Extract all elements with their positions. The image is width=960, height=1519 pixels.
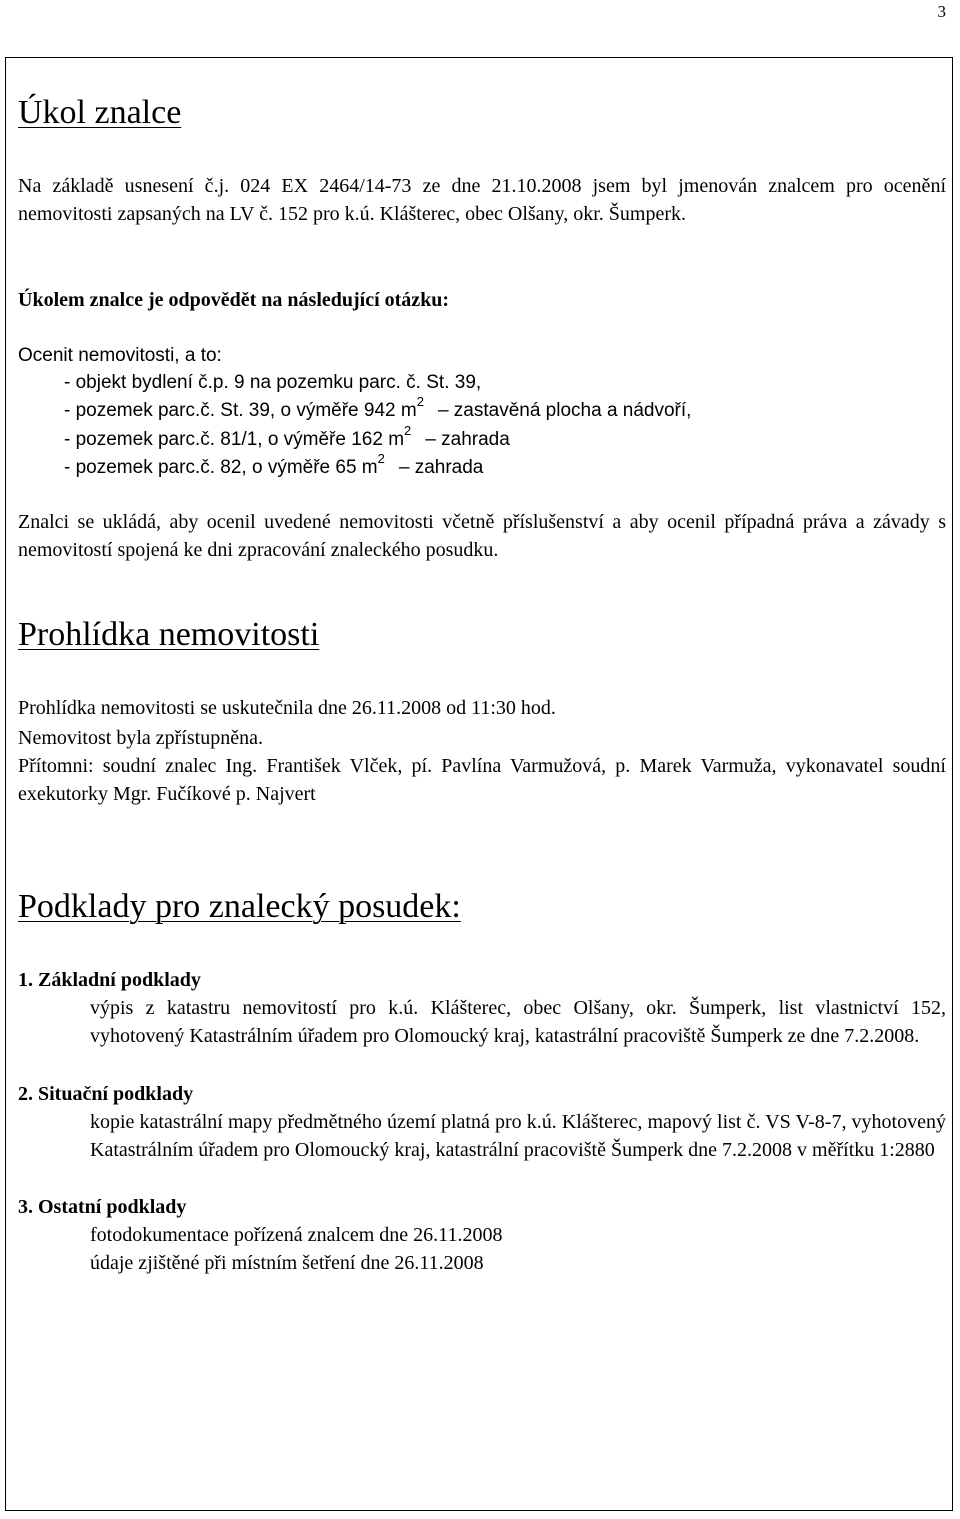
sources-section-title: 3. Ostatní podklady: [18, 1196, 187, 1218]
sources-heading: Podklady pro znalecký posudek:: [18, 888, 461, 925]
task-question: Úkolem znalce je odpovědět na následující otázku:: [18, 289, 450, 311]
list-item: [64, 450, 484, 479]
task-value-label: Ocenit nemovitosti, a to:: [18, 345, 222, 366]
sources-section-text: výpis z katastru nemovitostí pro k.ú. Klášterec, obec Olšany, okr. Šumperk, list vlastnictví 152, vyhotovený Katastrálním úřadem pro Olomoucký kraj, katastrální pracoviště Šumperk ze dne 7.2.2008.: [90, 997, 946, 1047]
list-item-text: - pozemek parc.č. 81/1, o výměře 162 m: [64, 429, 405, 450]
page-number: 3: [937, 2, 946, 21]
list-item: [64, 393, 692, 422]
list-item-text: - pozemek parc.č. 82, o výměře 65 m: [64, 457, 378, 478]
superscript: 2: [416, 393, 424, 409]
inspection-date: Prohlídka nemovitosti se uskutečnila dne 26.11.2008 od 11:30 hod.: [18, 697, 556, 719]
sources-section-title: 2. Situační podklady: [18, 1083, 194, 1105]
list-item: - objekt bydlení č.p. 9 na pozemku parc. č. St. 39,: [64, 372, 482, 393]
inspection-present: Přítomni: soudní znalec Ing. František Vlček, pí. Pavlína Varmužová, p. Marek Varmuža, vykonavatel soudní exekutorky Mgr. Fučíkové p. Najvert: [18, 755, 946, 805]
list-item-detail: – zahrada: [425, 429, 510, 450]
list-item-text: - pozemek parc.č. St. 39, o výměře 942 m: [64, 400, 417, 421]
list-item-detail: – zastavěná plocha a nádvoří,: [437, 400, 692, 421]
sources-section-text: fotodokumentace pořízená znalcem dne 26.11.2008: [90, 1224, 503, 1246]
sources-section-text: kopie katastrální mapy předmětného území platná pro k.ú. Klášterec, mapový list č. VS V-8-7, vyhotovený Katastrálním úřadem pro Olomoucký kraj, katastrální pracoviště Šumperk dne 7.2.2008 v měřítku 1:2880: [90, 1111, 946, 1161]
superscript: 2: [404, 422, 412, 438]
inspection-heading: Prohlídka nemovitosti: [18, 616, 320, 653]
superscript: 2: [377, 450, 385, 466]
task-heading: Úkol znalce: [18, 94, 182, 131]
list-item: [64, 422, 510, 451]
task-instruction: Znalci se ukládá, aby ocenil uvedené nemovitosti včetně příslušenství a aby ocenil případná práva a závady s nemovitostí spojená ke dni zpracování znaleckého posudku.: [18, 511, 946, 561]
task-intro: Na základě usnesení č.j. 024 EX 2464/14-73 ze dne 21.10.2008 jsem byl jmenován znalcem pro ocenění nemovitosti zapsaných na LV č. 152 pro k.ú. Klášterec, obec Olšany, okr. Šumperk.: [18, 175, 946, 225]
sources-section-title: 1. Základní podklady: [18, 969, 201, 991]
list-item-detail: – zahrada: [398, 457, 484, 478]
sources-section-text: údaje zjištěné při místním šetření dne 26.11.2008: [90, 1252, 484, 1274]
inspection-access: Nemovitost byla zpřístupněna.: [18, 727, 263, 749]
